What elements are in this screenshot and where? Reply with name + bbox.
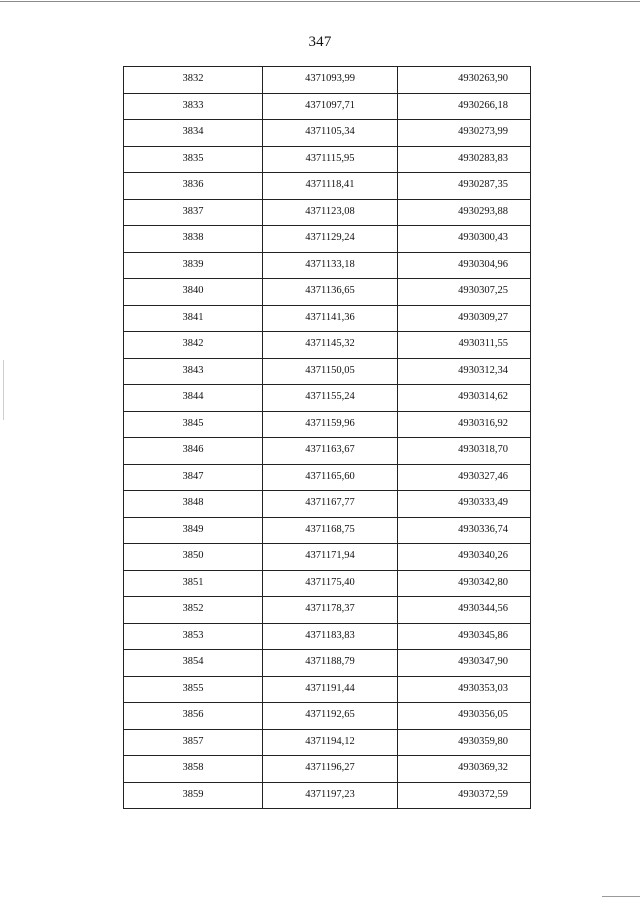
x-coordinate-cell: 4371093,99 (263, 67, 398, 94)
y-coordinate-cell: 4930327,46 (398, 464, 531, 491)
table-row (124, 332, 531, 359)
y-coordinate-cell: 4930311,55 (398, 332, 531, 359)
point-number-cell: 3838 (124, 226, 263, 253)
x-coordinate-cell: 4371155,24 (263, 385, 398, 412)
y-coordinate-cell: 4930336,74 (398, 517, 531, 544)
y-coordinate-cell: 4930293,88 (398, 199, 531, 226)
x-coordinate-cell: 4371192,65 (263, 703, 398, 730)
table-row (124, 120, 531, 147)
x-coordinate-cell: 4371191,44 (263, 676, 398, 703)
y-coordinate-cell: 4930342,80 (398, 570, 531, 597)
point-number-cell: 3850 (124, 544, 263, 571)
x-coordinate-cell: 4371165,60 (263, 464, 398, 491)
point-number-cell: 3856 (124, 703, 263, 730)
scan-edge-top (0, 1, 640, 2)
table-row (124, 676, 531, 703)
x-coordinate-cell: 4371175,40 (263, 570, 398, 597)
y-coordinate-cell: 4930372,59 (398, 782, 531, 809)
x-coordinate-cell: 4371115,95 (263, 146, 398, 173)
point-number-cell: 3841 (124, 305, 263, 332)
point-number-cell: 3845 (124, 411, 263, 438)
y-coordinate-cell: 4930356,05 (398, 703, 531, 730)
table-row (124, 67, 531, 94)
table-row (124, 729, 531, 756)
point-number-cell: 3857 (124, 729, 263, 756)
point-number-cell: 3834 (124, 120, 263, 147)
table-row (124, 570, 531, 597)
table-row (124, 305, 531, 332)
table-row (124, 703, 531, 730)
point-number-cell: 3851 (124, 570, 263, 597)
y-coordinate-cell: 4930283,83 (398, 146, 531, 173)
point-number-cell: 3840 (124, 279, 263, 306)
table-row (124, 544, 531, 571)
table-row (124, 438, 531, 465)
x-coordinate-cell: 4371188,79 (263, 650, 398, 677)
y-coordinate-cell: 4930307,25 (398, 279, 531, 306)
point-number-cell: 3839 (124, 252, 263, 279)
table-row (124, 279, 531, 306)
y-coordinate-cell: 4930347,90 (398, 650, 531, 677)
table-row (124, 623, 531, 650)
point-number-cell: 3852 (124, 597, 263, 624)
table-row (124, 464, 531, 491)
y-coordinate-cell: 4930344,56 (398, 597, 531, 624)
page-number: 347 (308, 34, 332, 50)
y-coordinate-cell: 4930287,35 (398, 173, 531, 200)
y-coordinate-cell: 4930345,86 (398, 623, 531, 650)
y-coordinate-cell: 4930333,49 (398, 491, 531, 518)
x-coordinate-cell: 4371159,96 (263, 411, 398, 438)
y-coordinate-cell: 4930312,34 (398, 358, 531, 385)
y-coordinate-cell: 4930316,92 (398, 411, 531, 438)
table-row (124, 491, 531, 518)
scan-edge-bottom-right (602, 896, 640, 897)
y-coordinate-cell: 4930309,27 (398, 305, 531, 332)
y-coordinate-cell: 4930353,03 (398, 676, 531, 703)
table-row (124, 756, 531, 783)
table-row (124, 782, 531, 809)
point-number-cell: 3837 (124, 199, 263, 226)
x-coordinate-cell: 4371194,12 (263, 729, 398, 756)
point-number-cell: 3833 (124, 93, 263, 120)
y-coordinate-cell: 4930263,90 (398, 67, 531, 94)
y-coordinate-cell: 4930314,62 (398, 385, 531, 412)
scan-edge-left (3, 360, 4, 420)
point-number-cell: 3859 (124, 782, 263, 809)
point-number-cell: 3836 (124, 173, 263, 200)
x-coordinate-cell: 4371118,41 (263, 173, 398, 200)
table-row (124, 597, 531, 624)
table-row (124, 199, 531, 226)
table-row (124, 517, 531, 544)
table-row (124, 146, 531, 173)
x-coordinate-cell: 4371168,75 (263, 517, 398, 544)
x-coordinate-cell: 4371178,37 (263, 597, 398, 624)
table-row (124, 173, 531, 200)
y-coordinate-cell: 4930340,26 (398, 544, 531, 571)
point-number-cell: 3848 (124, 491, 263, 518)
point-number-cell: 3854 (124, 650, 263, 677)
point-number-cell: 3846 (124, 438, 263, 465)
x-coordinate-cell: 4371123,08 (263, 199, 398, 226)
x-coordinate-cell: 4371171,94 (263, 544, 398, 571)
x-coordinate-cell: 4371136,65 (263, 279, 398, 306)
point-number-cell: 3858 (124, 756, 263, 783)
x-coordinate-cell: 4371183,83 (263, 623, 398, 650)
table-row (124, 252, 531, 279)
point-number-cell: 3855 (124, 676, 263, 703)
x-coordinate-cell: 4371105,34 (263, 120, 398, 147)
point-number-cell: 3853 (124, 623, 263, 650)
x-coordinate-cell: 4371196,27 (263, 756, 398, 783)
x-coordinate-cell: 4371141,36 (263, 305, 398, 332)
table-row (124, 650, 531, 677)
y-coordinate-cell: 4930304,96 (398, 252, 531, 279)
table-row (124, 385, 531, 412)
point-number-cell: 3843 (124, 358, 263, 385)
y-coordinate-cell: 4930273,99 (398, 120, 531, 147)
coordinates-table-body (124, 67, 531, 809)
y-coordinate-cell: 4930266,18 (398, 93, 531, 120)
table-row (124, 358, 531, 385)
y-coordinate-cell: 4930369,32 (398, 756, 531, 783)
x-coordinate-cell: 4371133,18 (263, 252, 398, 279)
table-row (124, 226, 531, 253)
x-coordinate-cell: 4371129,24 (263, 226, 398, 253)
y-coordinate-cell: 4930300,43 (398, 226, 531, 253)
x-coordinate-cell: 4371163,67 (263, 438, 398, 465)
y-coordinate-cell: 4930359,80 (398, 729, 531, 756)
x-coordinate-cell: 4371197,23 (263, 782, 398, 809)
point-number-cell: 3847 (124, 464, 263, 491)
point-number-cell: 3844 (124, 385, 263, 412)
table-row (124, 93, 531, 120)
x-coordinate-cell: 4371150,05 (263, 358, 398, 385)
point-number-cell: 3832 (124, 67, 263, 94)
table-row (124, 411, 531, 438)
coordinates-table (123, 66, 531, 809)
point-number-cell: 3849 (124, 517, 263, 544)
point-number-cell: 3842 (124, 332, 263, 359)
point-number-cell: 3835 (124, 146, 263, 173)
y-coordinate-cell: 4930318,70 (398, 438, 531, 465)
x-coordinate-cell: 4371167,77 (263, 491, 398, 518)
x-coordinate-cell: 4371097,71 (263, 93, 398, 120)
x-coordinate-cell: 4371145,32 (263, 332, 398, 359)
